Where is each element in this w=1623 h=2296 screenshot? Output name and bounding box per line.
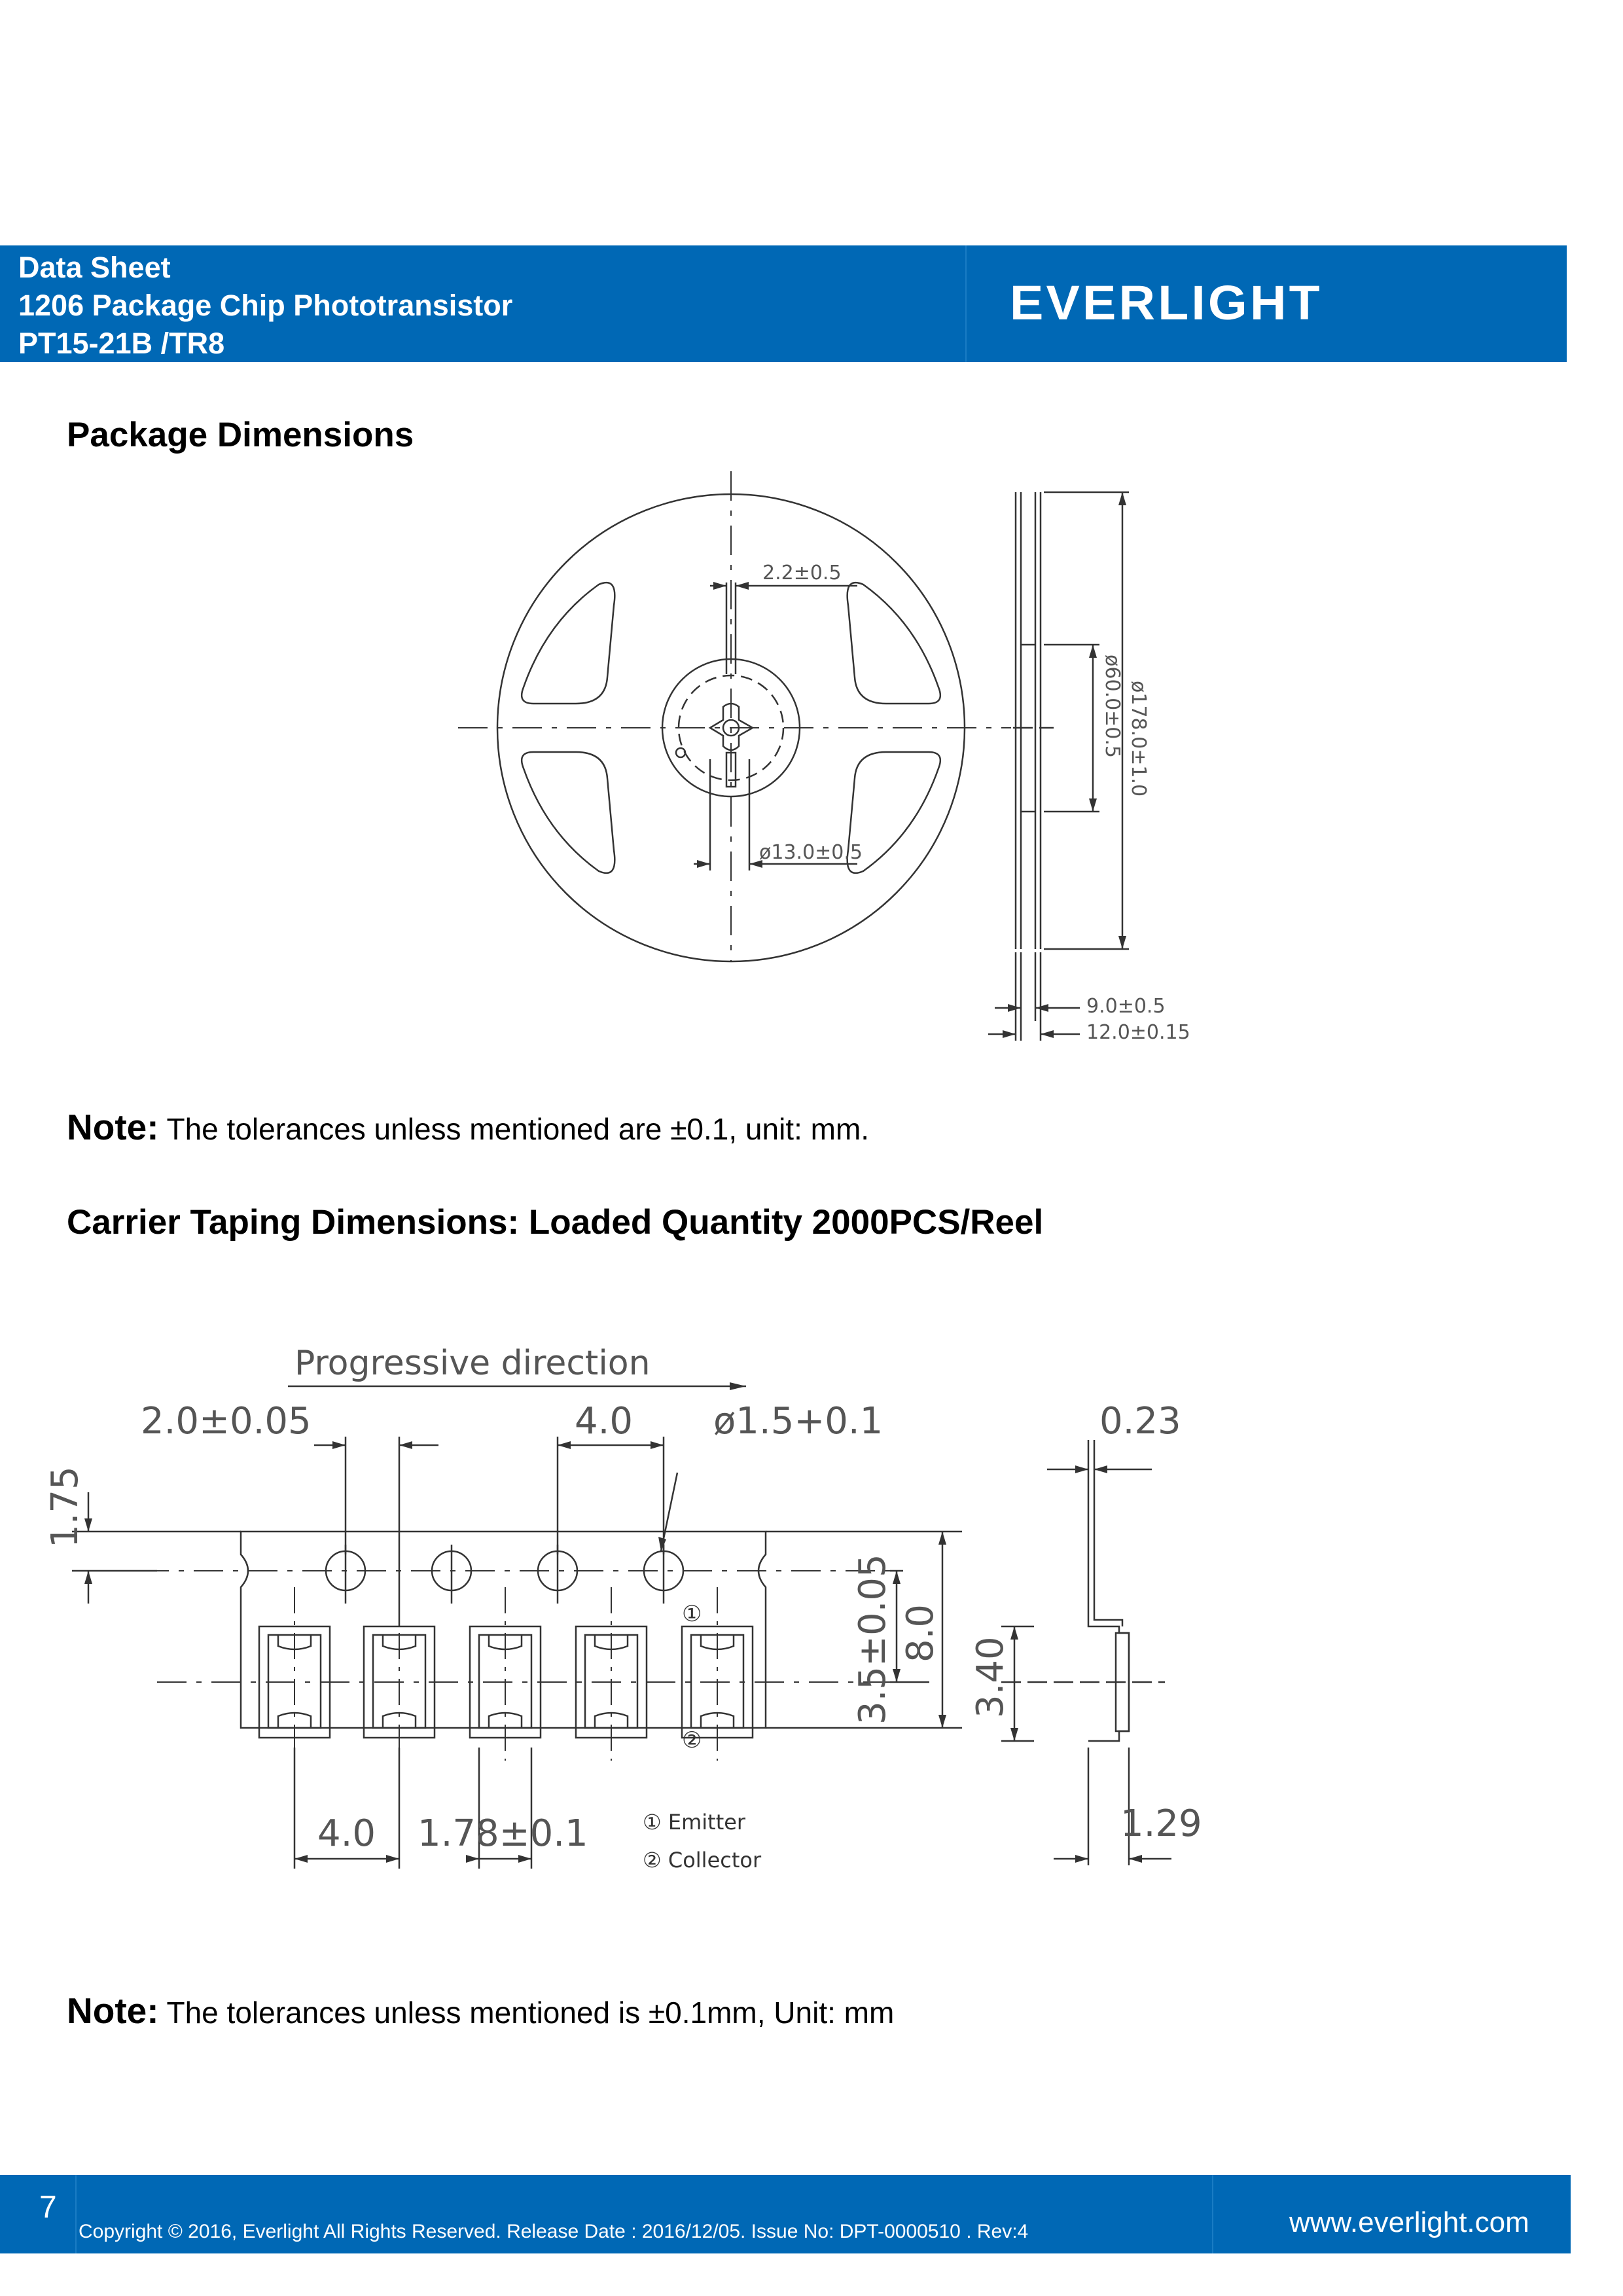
dim-tape-width: 8.0 xyxy=(899,1604,942,1662)
dim-inner-diameter: ø60.0±0.5 xyxy=(1101,655,1124,758)
dim-reel-width-inner: 9.0±0.5 xyxy=(1086,995,1166,1018)
note-package xyxy=(67,1106,869,1148)
page-number: 7 xyxy=(39,2190,57,2225)
footer-divider xyxy=(1212,2175,1213,2253)
copyright-text: Copyright © 2016, Everlight All Rights Reserved. Release Date : 2016/12/05. Issue No: DPT-0000510 . Rev:4 xyxy=(79,2221,1029,2242)
legend-collector: ② Collector xyxy=(643,1848,762,1873)
note-taping xyxy=(67,1990,894,2032)
dim-slot-width: 2.2±0.5 xyxy=(762,562,842,584)
legend-emitter: ① Emitter xyxy=(643,1810,746,1835)
dim-pocket-side: 1.29 xyxy=(1120,1803,1202,1845)
reel-drawing xyxy=(0,0,1623,1113)
dim-reel-width-outer: 12.0±0.15 xyxy=(1086,1021,1190,1044)
tape-outline xyxy=(241,1532,766,1728)
product-description: 1206 Package Chip Phototransistor xyxy=(18,289,513,322)
pin-marker-collector: ② xyxy=(682,1727,702,1753)
tape-drawing xyxy=(0,1296,1623,1911)
progressive-direction-label: Progressive direction xyxy=(294,1344,651,1383)
dim-sprocket-diameter: ø1.5+0.1 xyxy=(713,1400,883,1443)
everlight-logo: EVERLIGHT xyxy=(1010,276,1323,330)
part-number: PT15-21B /TR8 xyxy=(18,327,225,360)
dim-outer-diameter: ø178.0±1.0 xyxy=(1127,681,1150,797)
note-text: The tolerances unless mentioned is ±0.1mm, Unit: mm xyxy=(158,1996,895,2030)
pin-marker-emitter: ① xyxy=(682,1601,702,1627)
dim-pocket-depth: 3.40 xyxy=(969,1636,1012,1718)
dim-tape-thickness: 0.23 xyxy=(1099,1400,1181,1443)
note-label: Note: xyxy=(67,1107,159,1147)
dim-hub-diameter: ø13.0±0.5 xyxy=(759,841,863,864)
dim-sprocket-pitch: 4.0 xyxy=(575,1400,633,1443)
note-text: The tolerances unless mentioned are ±0.1, unit: mm. xyxy=(158,1112,870,1146)
footer-divider xyxy=(75,2175,77,2253)
doc-type: Data Sheet xyxy=(18,251,171,284)
dim-pocket-width: 1.78±0.1 xyxy=(418,1812,588,1855)
dim-edge-to-sprocket: 1.75 xyxy=(44,1466,86,1548)
dim-sprocket-to-pocket-center: 3.5±0.05 xyxy=(851,1554,894,1725)
footer-bar xyxy=(0,2175,1571,2253)
dim-sprocket-to-pocket: 2.0±0.05 xyxy=(141,1400,312,1443)
section-title-package: Package Dimensions xyxy=(67,416,414,454)
website-link[interactable]: www.everlight.com xyxy=(1289,2206,1529,2238)
dim-pocket-pitch: 4.0 xyxy=(317,1812,376,1855)
section-title-taping: Carrier Taping Dimensions: Loaded Quantity 2000PCS/Reel xyxy=(67,1203,1044,1242)
note-label: Note: xyxy=(67,1990,159,2031)
